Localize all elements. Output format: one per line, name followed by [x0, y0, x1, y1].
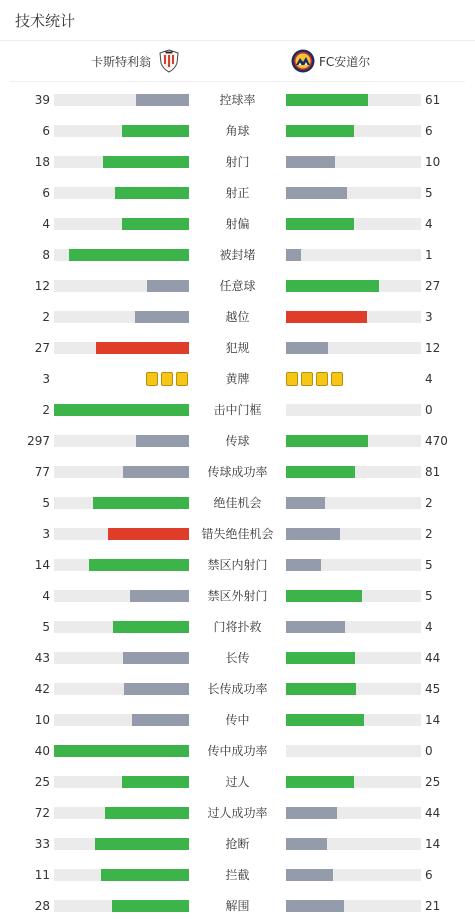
stat-away-bar-track [286, 156, 421, 168]
stat-home-bar [136, 94, 189, 106]
stat-away-bar [286, 807, 337, 819]
stat-home-bar-track [54, 776, 189, 788]
stat-away-bar-track [286, 714, 421, 726]
stats-list [0, 85, 475, 919]
stat-row [0, 488, 475, 519]
stat-away-bar-track [286, 652, 421, 664]
stat-row [0, 891, 475, 919]
stat-home-bar-track [54, 559, 189, 571]
stat-home-bar-track [54, 807, 189, 819]
stat-home-bar-track [54, 466, 189, 478]
stat-row [0, 457, 475, 488]
stat-away-value: 470 [425, 434, 448, 448]
stat-home-value: 42 [34, 682, 50, 696]
stat-away-value: 44 [425, 806, 441, 820]
stat-home-value: 8 [42, 248, 50, 262]
stat-row [0, 209, 475, 240]
stat-away-value: 4 [425, 217, 433, 231]
stat-home-bar-track [54, 94, 189, 106]
stat-home-bar-track [54, 900, 189, 912]
stat-label: 过人 [225, 775, 250, 789]
stat-row [0, 178, 475, 209]
stat-home-bar [135, 311, 189, 323]
stat-home-bar-track [54, 156, 189, 168]
stat-row [0, 550, 475, 581]
stat-away-value: 10 [425, 155, 441, 169]
stat-away-bar-track [286, 94, 421, 106]
stat-away-bar-track [286, 342, 421, 354]
stat-home-value: 25 [34, 775, 50, 789]
stat-label: 传中成功率 [207, 744, 268, 758]
away-team[interactable] [291, 49, 370, 73]
stat-home-bar [101, 869, 189, 881]
stat-label: 任意球 [219, 279, 256, 293]
stat-home-bar [93, 497, 189, 509]
stat-away-value: 27 [425, 279, 441, 293]
yellow-card-icon [161, 372, 173, 386]
stat-home-bar-track [54, 187, 189, 199]
stat-home-value: 2 [42, 403, 50, 417]
stat-away-bar [286, 342, 328, 354]
stat-home-bar-track [54, 280, 189, 292]
stat-home-value: 5 [42, 620, 50, 634]
stat-away-value: 81 [425, 465, 441, 479]
stat-home-value: 11 [34, 868, 50, 882]
stat-label: 射正 [225, 186, 250, 200]
stat-away-value: 5 [425, 186, 433, 200]
stat-away-bar-track [286, 559, 421, 571]
stat-away-value: 4 [425, 372, 433, 386]
stat-home-bar [136, 435, 189, 447]
stat-label: 传球成功率 [207, 465, 268, 479]
stat-home-value: 3 [42, 527, 50, 541]
stat-away-bar [286, 435, 368, 447]
stat-home-bar [113, 621, 189, 633]
stat-home-bar-track [54, 435, 189, 447]
stat-home-bar [103, 156, 189, 168]
stat-away-bar [286, 621, 345, 633]
stat-row [0, 860, 475, 891]
stat-home-bar [130, 590, 189, 602]
stat-home-bar [105, 807, 189, 819]
stat-away-bar [286, 94, 368, 106]
stat-home-bar [89, 559, 189, 571]
stat-row [0, 426, 475, 457]
stat-home-value: 18 [34, 155, 50, 169]
stat-away-bar-track [286, 869, 421, 881]
stat-away-bar [286, 714, 364, 726]
stat-row [0, 116, 475, 147]
stat-home-value: 27 [34, 341, 50, 355]
stat-home-value: 10 [34, 713, 50, 727]
stat-label: 控球率 [219, 93, 256, 107]
stat-away-bar [286, 590, 362, 602]
home-yellow-cards [146, 372, 188, 386]
stat-home-value: 2 [42, 310, 50, 324]
stat-label: 禁区外射门 [207, 589, 268, 603]
stat-away-bar-track [286, 218, 421, 230]
stat-away-bar [286, 218, 354, 230]
page-header [0, 0, 475, 41]
stat-away-bar [286, 900, 344, 912]
stat-home-bar-track [54, 745, 189, 757]
stat-away-value: 6 [425, 868, 433, 882]
away-team-name: FC安道尔 [319, 54, 371, 69]
stat-label: 过人成功率 [207, 806, 268, 820]
stat-home-value: 297 [27, 434, 50, 448]
stat-home-value: 72 [34, 806, 50, 820]
stat-away-bar-track [286, 528, 421, 540]
stat-away-bar-track [286, 466, 421, 478]
yellow-card-icon [301, 372, 313, 386]
stat-away-bar [286, 156, 335, 168]
stat-away-bar-track [286, 621, 421, 633]
stat-away-bar-track [286, 435, 421, 447]
stat-row [0, 643, 475, 674]
stat-home-bar-track [54, 497, 189, 509]
stat-home-bar-track [54, 590, 189, 602]
stat-home-bar [69, 249, 189, 261]
stat-label: 射偏 [225, 217, 250, 231]
stat-row [0, 364, 475, 395]
stat-away-bar-track [286, 776, 421, 788]
stat-row [0, 612, 475, 643]
stat-home-bar [54, 745, 189, 757]
stat-away-bar [286, 466, 355, 478]
stat-home-value: 3 [42, 372, 50, 386]
stat-home-bar-track [54, 838, 189, 850]
stat-home-value: 6 [42, 186, 50, 200]
stat-away-bar [286, 683, 356, 695]
stat-row [0, 798, 475, 829]
stat-home-value: 4 [42, 217, 50, 231]
stat-away-value: 14 [425, 837, 441, 851]
yellow-card-icon [146, 372, 158, 386]
stat-home-bar-track [54, 869, 189, 881]
stat-row [0, 271, 475, 302]
yellow-card-icon [176, 372, 188, 386]
stat-home-bar [132, 714, 189, 726]
stat-away-value: 44 [425, 651, 441, 665]
stat-away-bar-track [286, 404, 421, 416]
stat-away-bar-track [286, 497, 421, 509]
stat-row [0, 829, 475, 860]
stat-home-bar-track [54, 125, 189, 137]
stat-home-bar [122, 218, 190, 230]
stat-label: 传球 [225, 434, 250, 448]
stat-label: 拦截 [225, 868, 250, 882]
stat-row [0, 240, 475, 271]
stat-away-bar-track [286, 187, 421, 199]
stat-away-bar [286, 869, 333, 881]
stat-away-value: 0 [425, 744, 433, 758]
stat-home-value: 33 [34, 837, 50, 851]
teams-bar [10, 41, 465, 82]
stat-row [0, 581, 475, 612]
stat-row [0, 147, 475, 178]
stat-away-bar [286, 776, 354, 788]
stat-away-value: 5 [425, 589, 433, 603]
stat-home-bar-track [54, 404, 189, 416]
stat-label: 被封堵 [219, 248, 256, 262]
stat-away-value: 14 [425, 713, 441, 727]
stat-away-bar [286, 559, 321, 571]
stat-home-bar-track [54, 528, 189, 540]
stat-label: 黄牌 [225, 372, 250, 386]
stat-away-value: 2 [425, 496, 433, 510]
stat-home-bar-track [54, 683, 189, 695]
stat-away-bar-track [286, 280, 421, 292]
stat-label: 射门 [225, 155, 250, 169]
stat-away-bar [286, 125, 354, 137]
stat-away-value: 6 [425, 124, 433, 138]
stat-away-bar-track [286, 807, 421, 819]
stat-home-bar [123, 466, 189, 478]
stat-away-bar [286, 187, 347, 199]
stat-away-value: 25 [425, 775, 441, 789]
stat-away-bar-track [286, 590, 421, 602]
stat-home-value: 14 [34, 558, 50, 572]
stat-home-bar-track [54, 621, 189, 633]
stat-row [0, 519, 475, 550]
stat-row [0, 674, 475, 705]
stat-home-bar-track [54, 311, 189, 323]
stat-label: 长传 [225, 651, 250, 665]
stat-home-value: 43 [34, 651, 50, 665]
stat-away-bar-track [286, 311, 421, 323]
stat-label: 错失绝佳机会 [201, 527, 274, 541]
stat-away-bar-track [286, 683, 421, 695]
stat-home-bar [95, 838, 190, 850]
stat-away-bar-track [286, 745, 421, 757]
stat-away-value: 0 [425, 403, 433, 417]
stat-away-bar [286, 838, 327, 850]
stat-away-value: 2 [425, 527, 433, 541]
stat-home-bar [112, 900, 189, 912]
stat-row [0, 705, 475, 736]
away-team-crest-icon [291, 49, 315, 73]
yellow-card-icon [331, 372, 343, 386]
away-yellow-cards [286, 372, 343, 386]
stat-away-bar [286, 497, 325, 509]
stat-label: 绝佳机会 [213, 496, 262, 510]
stat-label: 角球 [225, 124, 250, 138]
stat-home-value: 6 [42, 124, 50, 138]
stat-label: 解围 [225, 899, 250, 913]
stat-away-value: 5 [425, 558, 433, 572]
stat-home-bar [96, 342, 189, 354]
stat-row [0, 736, 475, 767]
stat-away-bar [286, 528, 340, 540]
stat-away-bar [286, 249, 301, 261]
stat-away-bar [286, 280, 379, 292]
stat-label: 长传成功率 [207, 682, 268, 696]
stat-home-value: 28 [34, 899, 50, 913]
stat-away-bar-track [286, 249, 421, 261]
stat-away-bar [286, 311, 367, 323]
stat-away-value: 45 [425, 682, 441, 696]
yellow-card-icon [316, 372, 328, 386]
stat-home-value: 12 [34, 279, 50, 293]
stat-home-value: 77 [34, 465, 50, 479]
stat-home-bar [54, 404, 189, 416]
home-team-name: 卡斯特利翁 [90, 54, 151, 69]
stat-home-value: 5 [42, 496, 50, 510]
stat-row [0, 395, 475, 426]
page-title: 技术统计 [15, 11, 76, 30]
stat-row [0, 85, 475, 116]
stat-home-bar [115, 187, 189, 199]
stat-home-bar [124, 683, 189, 695]
stat-away-value: 3 [425, 310, 433, 324]
stat-label: 传中 [225, 713, 250, 727]
stat-away-value: 61 [425, 93, 441, 107]
stat-home-value: 39 [34, 93, 50, 107]
stat-away-value: 12 [425, 341, 441, 355]
stat-away-value: 4 [425, 620, 433, 634]
stat-home-value: 4 [42, 589, 50, 603]
stat-home-bar-track [54, 652, 189, 664]
stat-away-bar-track [286, 838, 421, 850]
stat-home-bar [147, 280, 189, 292]
stat-row [0, 333, 475, 364]
stat-label: 抢断 [225, 837, 250, 851]
stat-home-bar-track [54, 218, 189, 230]
stat-home-bar-track [54, 342, 189, 354]
stat-row [0, 767, 475, 798]
stat-home-value: 40 [34, 744, 50, 758]
stat-home-bar [123, 652, 189, 664]
stat-away-bar-track [286, 900, 421, 912]
stat-home-bar [122, 776, 190, 788]
stat-label: 犯规 [225, 341, 250, 355]
stat-label: 门将扑救 [213, 620, 262, 634]
home-team-crest-icon [157, 49, 181, 73]
stat-label: 越位 [225, 310, 250, 324]
stat-away-value: 1 [425, 248, 433, 262]
stat-label: 禁区内射门 [207, 558, 268, 572]
stat-row [0, 302, 475, 333]
stat-away-value: 21 [425, 899, 441, 913]
stat-label: 击中门框 [213, 403, 262, 417]
home-team[interactable] [91, 49, 181, 73]
stat-home-bar-track [54, 714, 189, 726]
stat-home-bar [122, 125, 190, 137]
yellow-card-icon [286, 372, 298, 386]
stat-home-bar-track [54, 249, 189, 261]
stat-away-bar [286, 652, 355, 664]
stat-home-bar [108, 528, 189, 540]
stat-away-bar-track [286, 125, 421, 137]
